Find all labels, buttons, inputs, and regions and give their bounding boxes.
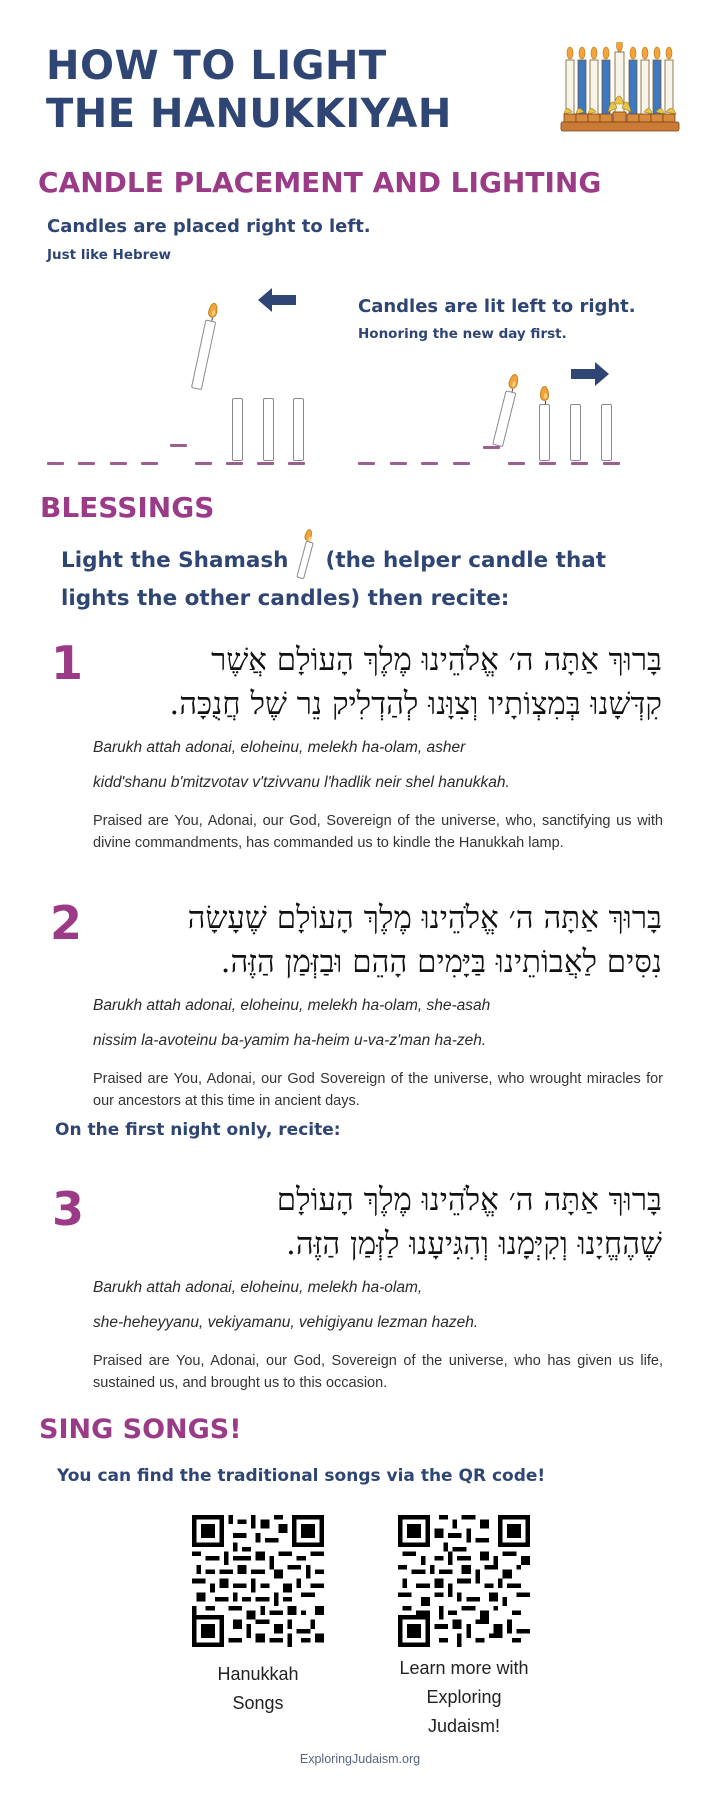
blessing-1-english: Praised are You, Adonai, our God, Sovereign of the universe, who, sanctifying us with divine commandments, has commanded us to kindle the Hanukkah lamp. <box>93 813 663 851</box>
title-line-1: HOW TO LIGHT <box>46 43 387 89</box>
blessing-1-hebrew-line-1: בָּרוּךְ אַתָּה ה׳ אֱלֹהֵינוּ מֶלֶךְ הָעוֹלָם אֲשֶׁר <box>211 642 662 678</box>
footer-site-link[interactable]: ExploringJudaism.org <box>299 1752 421 1766</box>
section-heading-blessings: BLESSINGS <box>40 491 215 524</box>
blessing-3-translit-line-1: Barukh attah adonai, eloheinu, melekh ha-olam, <box>93 1279 423 1296</box>
blessing-number-1: 1 <box>51 636 84 690</box>
blessing-2-english: Praised are You, Adonai, our God Sovereign of the universe, who wrought miracles for our ancestors at this time in ancient days. <box>93 1071 663 1109</box>
intro-part-2: (the helper candle that <box>325 548 607 573</box>
arrow-right-icon <box>571 362 609 386</box>
blessing-3-hebrew-line-1: בָּרוּךְ אַתָּה ה׳ אֱלֹהֵינוּ מֶלֶךְ הָעוֹלָם <box>276 1182 662 1218</box>
qr-label-hanukkah-songs <box>182 1660 334 1718</box>
qr-code-exploring-judaism[interactable] <box>398 1515 530 1647</box>
section-heading-placement: CANDLE PLACEMENT AND LIGHTING <box>38 166 602 199</box>
blessings-intro <box>61 542 701 618</box>
qr-label-exploring-judaism <box>372 1654 556 1741</box>
candle <box>601 404 612 461</box>
placed-title: Candles are placed right to left. <box>47 216 371 237</box>
shamash-candle-icon <box>296 543 318 573</box>
section-heading-songs: SING SONGS! <box>39 1414 242 1445</box>
menorah-icon <box>560 42 680 138</box>
qr-label-line: Exploring <box>426 1687 502 1707</box>
lit-subtitle: Honoring the new day first. <box>358 326 567 342</box>
candle <box>293 398 304 461</box>
candle <box>263 398 274 461</box>
songs-subtitle: You can find the traditional songs via the QR code! <box>57 1466 546 1486</box>
blessing-1-translit-line-1: Barukh attah adonai, eloheinu, melekh ha-olam, asher <box>93 739 466 756</box>
blessing-3-hebrew-line-2: שֶׁהֶחֱיָנוּ וְקִיְּמָנוּ וְהִגִּיעָנוּ לַזְּמַן הַזֶּה. <box>286 1226 662 1262</box>
blessing-1-hebrew-line-2: קִדְּשָׁנוּ בְּמִצְוֹתָיו וְצִוָּנוּ לְהַדְלִיק נֵר שֶׁל חֲנֻכָּה. <box>169 686 662 722</box>
placed-subtitle: Just like Hebrew <box>47 247 171 263</box>
blessing-3-translit-line-2: she-heheyyanu, vekiyamanu, vehigiyanu lezman hazeh. <box>93 1314 479 1331</box>
placing-candle <box>176 301 225 442</box>
qr-label-line: Songs <box>232 1693 284 1713</box>
candle <box>232 398 243 461</box>
intro-part-1: Light the Shamash <box>61 548 289 573</box>
blessing-2-translit-line-1: Barukh attah adonai, eloheinu, melekh ha-olam, she-asah <box>93 997 491 1014</box>
qr-label-line: Learn more with <box>399 1658 529 1678</box>
title-line-2: THE HANUKKIYAH <box>46 91 452 137</box>
blessing-1-translit-line-2: kidd'shanu b'mitzvotav v'tzivvanu l'hadlik neir shel hanukkah. <box>93 774 510 791</box>
blessing-2-translit-line-2: nissim la-avoteinu ba-yamim ha-heim u-va-z'man ha-zeh. <box>93 1032 487 1049</box>
shamash-candle <box>488 372 525 449</box>
qr-label-line: Judaism! <box>427 1716 501 1736</box>
blessing-2-hebrew-line-2: נִסִּים לַאֲבוֹתֵינוּ בַּיָּמִים הָהֵם וּבַזְּמַן הַזֶּה. <box>220 944 662 980</box>
arrow-left-icon <box>258 288 296 312</box>
lit-title: Candles are lit left to right. <box>358 296 636 317</box>
first-night-note: On the first night only, recite: <box>55 1120 341 1140</box>
blessing-number-2: 2 <box>50 896 83 950</box>
page-title <box>46 42 452 138</box>
blessing-number-3: 3 <box>52 1182 85 1236</box>
candle <box>570 404 581 461</box>
qr-code-hanukkah-songs[interactable] <box>192 1515 324 1647</box>
intro-line-2: lights the other candles) then recite: <box>61 586 510 611</box>
blessing-3-english: Praised are You, Adonai, our God, Sovereign of the universe, who has given us life, sustained us, and brought us to this occasion. <box>93 1353 663 1391</box>
qr-label-line: Hanukkah <box>217 1664 299 1684</box>
blessing-2-hebrew-line-1: בָּרוּךְ אַתָּה ה׳ אֱלֹהֵינוּ מֶלֶךְ הָעוֹלָם שֶׁעָשָׂה <box>187 900 662 936</box>
